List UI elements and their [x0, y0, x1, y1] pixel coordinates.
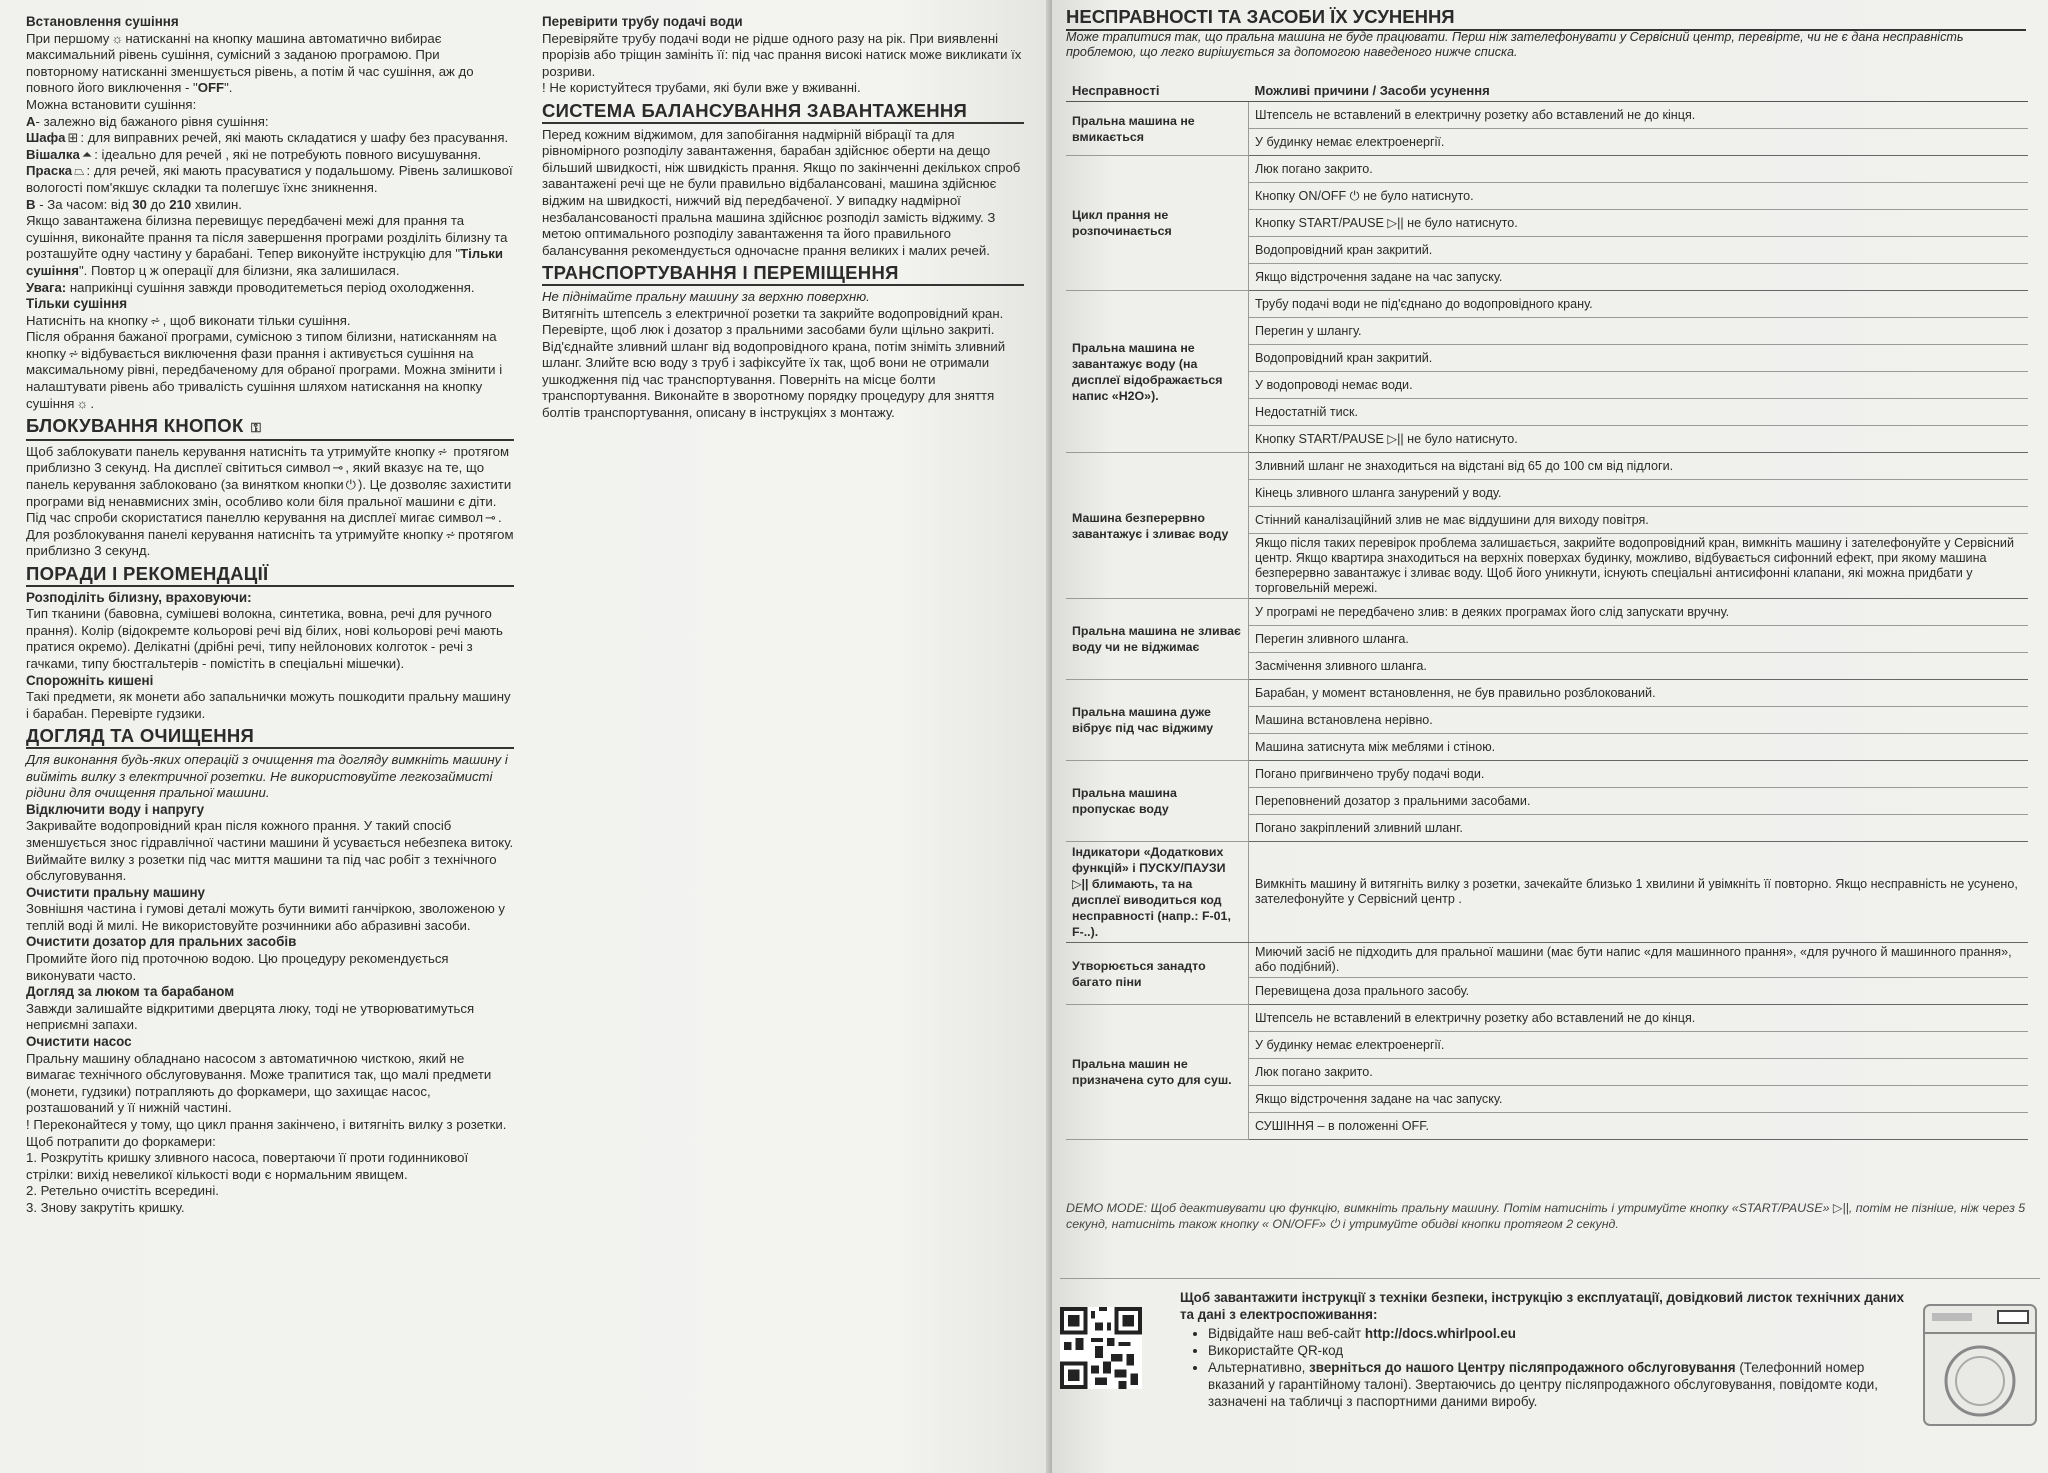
- docs-footer: [1060, 1278, 2040, 1449]
- cause-cell: Стінний каналізаційний злив не має віддушини для виходу повітря.: [1249, 507, 2029, 534]
- cause-cell: Трубу подачі води не під'єднано до водопровідного крану.: [1249, 291, 2029, 318]
- fault-cell: Машина безперервно завантажує і зливає воду: [1066, 453, 1249, 599]
- fault-cell: Пральна машина не зливає воду чи не віджимає: [1066, 599, 1249, 680]
- cause-cell: Водопровідний кран закритий.: [1249, 345, 2029, 372]
- balance-section-title: СИСТЕМА БАЛАНСУВАННЯ ЗАВАНТАЖЕННЯ: [542, 103, 1024, 124]
- care-pump-step-3: 3. Знову закрутіть кришку.: [26, 1199, 185, 1215]
- column-header-causes: Можливі причини / Засоби усунення: [1249, 80, 2029, 102]
- footer-item-qr: • Використайте QR-код: [1208, 1342, 1920, 1359]
- care-pump-step-2: 2. Ретельно очистіть всередині.: [26, 1183, 219, 1199]
- cause-cell: СУШІННЯ – в положенні OFF.: [1249, 1113, 2029, 1140]
- lock-section-title: БЛОКУВАННЯ КНОПОК ⚿: [26, 418, 514, 441]
- cause-cell: Недостатній тиск.: [1249, 399, 2029, 426]
- only-dry-icon: ⩫: [68, 345, 79, 361]
- care-dispenser-title: Очистити дозатор для пральних засобів: [26, 934, 297, 950]
- table-row: [1066, 599, 2028, 626]
- footer-title: Щоб завантажити інструкції з техніки безпеки, інструкцію з експлуатації, довідковий листок технічних даних та дані з електроспоживання:: [1180, 1290, 1905, 1322]
- transport-section-title: ТРАНСПОРТУВАННЯ І ПЕРЕМІЩЕННЯ: [542, 265, 1024, 286]
- footer-item-website: • Відвідайте наш веб-сайт http://docs.whirlpool.eu: [1208, 1325, 1920, 1342]
- lock-paragraph: Щоб заблокувати панель керування натисніть та утримуйте кнопку ⩫ протягом приблизно 3 секунд. На дисплеї світиться символ ⊸ , який вказує на те, що панель керування заблоковано (за винятком кнопки ⏻ ). Це дозволяє захистити програми від ненавмисних змін, особливо коли біля пральної машини є діти. Під час спроби скористатися панеллю керування на дисплеї мигає символ ⊸ . Для розблокування панелі керування натисніть та утримуйте кнопку ⩫ протягом приблизно 3 секунд.: [26, 443, 514, 559]
- cause-cell: Погано пригвинчено трубу подачі води.: [1249, 761, 2029, 788]
- care-door-title: Догляд за люком та барабаном: [26, 984, 235, 1000]
- care-water-p2: Виймайте вилку з розетки під час миття машини та під час робіт з технічного обслуговування.: [26, 851, 497, 884]
- cause-cell: Зливний шланг не знаходиться на відстані від 65 до 100 см від підлоги.: [1249, 453, 2029, 480]
- cause-cell: Барабан, у момент встановлення, не був правильно розблокований.: [1249, 680, 2029, 707]
- transport-text: Витягніть штепсель з електричної розетки та закрийте водопровідний кран. Перевірте, щоб люк і дозатор з пральними засобами були щільно закриті. Від'єднайте зливний шланг від водопровідного крана, потім зніміть зливний шланг. Злийте всю воду з труб і зафіксуйте їх так, щоб вони не отримали ушкодження під час транспортування. Поверніть на місце болти транспортування. Виконайте в зворотному порядку процедуру для зняття болтів транспортування, описану в інструкціях з монтажу.: [542, 305, 1006, 421]
- fault-cell: Індикатори «Додаткових функцій» і ПУСКУ/ПАУЗИ ▷|| блимають, та на дисплеї виводиться код несправності (напр.: F-01, F-..).: [1066, 842, 1249, 943]
- care-clean-text: Зовнішня частина і гумові деталі можуть бути вимиті ганчіркою, зволоженою у теплій воді й милі. Не використовуйте розчинники або абразивні засоби.: [26, 901, 506, 933]
- care-clean-title: Очистити пральну машину: [26, 884, 205, 900]
- troubleshooting-intro: Може трапитися так, що пральна машина не буде працювати. Перш ніж зателефонувати у Сервісний центр, перевірте, чи не є дана несправність проблемою, що легко вирішується за допомогою наведеного нижче списка.: [1066, 30, 1964, 59]
- table-row: [1066, 943, 2028, 978]
- sun-dry-icon: ☼: [76, 395, 89, 411]
- key-icon: ⚿: [251, 420, 262, 436]
- care-pump-warning: ! Переконайтеся у тому, що цикл прання закінчено, і витягніть вилку з розетки.: [26, 1117, 507, 1132]
- cause-cell: Штепсель не вставлений в електричну розетку або вставлений не до кінця.: [1249, 1005, 2029, 1032]
- care-pump-step-1: 1. Розкрутіть кришку зливного насоса, повертаючи її проти годинникової стрілки: вихід невеликої кількості води є нормальним явищем.: [26, 1150, 469, 1182]
- footer-list: [1180, 1325, 1920, 1410]
- care-intro: Для виконання будь-яких операцій з очищення та догляду вимкніть машину і вийміть вилку з електричної розетки. Не використовуйте легкозаймисті рідини для очищення пральної машини.: [26, 751, 508, 801]
- hanger-icon: ⏶: [81, 146, 93, 162]
- washing-machine-label-icon: [1920, 1299, 2040, 1429]
- table-row: [1066, 680, 2028, 707]
- care-dispenser-text: Промийте його під проточною водою. Цю процедуру рекомендується виконувати часто.: [26, 951, 449, 983]
- tips-pockets-title: Спорожніть кишені: [26, 672, 154, 688]
- table-header-row: [1066, 80, 2028, 102]
- only-dry-p2: Після обрання бажаної програми, сумісною з типом білизни, натисканням на кнопку ⩫ відбувається виключення фази прання і активується сушіння на максимальному рівні, передбаченому для обраної програми. Можна змінити і налаштувати рівень або тривалість сушіння шляхом натискання на кнопку сушіння ☼ .: [26, 329, 503, 411]
- column-header-fault: Несправності: [1066, 80, 1249, 102]
- care-pump-steps-title: Щоб потрапити до форкамери:: [26, 1133, 216, 1149]
- attention-paragraph: Увага: наприкінці сушіння завжди проводитеметься період охолодження.: [26, 279, 475, 295]
- fault-cell: Пральна машина не завантажує воду (на дисплеї відображається напис «H2O»).: [1066, 291, 1249, 453]
- left-column-2: [542, 14, 1024, 422]
- care-door-text: Завжди залишайте відкритими дверцята люку, тоді не утворюватимуться неприємні запахи.: [26, 1000, 475, 1033]
- tips-sort-title: Розподіліть білизну, враховуючи:: [26, 589, 252, 605]
- qr-code-icon: [1060, 1307, 1142, 1389]
- power-icon: ⏻: [345, 477, 356, 493]
- cause-cell: Вимкніть машину й витягніть вилку з розетки, зачекайте близько 1 хвилини й увімкніть її повторно. Якщо несправність не усунено, зателефонуйте у Сервісний центр .: [1249, 842, 2029, 943]
- table-row: [1066, 453, 2028, 480]
- cause-cell: Перегин зливного шланга.: [1249, 626, 2029, 653]
- cause-cell: Водопровідний кран закритий.: [1249, 237, 2029, 264]
- fault-cell: Пральна машина пропускає воду: [1066, 761, 1249, 842]
- cause-cell: Якщо відстрочення задане на час запуску.: [1249, 264, 2029, 291]
- cause-cell: Якщо відстрочення задане на час запуску.: [1249, 1086, 2029, 1113]
- key-icon: ⊸: [485, 510, 496, 526]
- cause-cell: Машина встановлена нерівно.: [1249, 707, 2029, 734]
- table-row: [1066, 1005, 2028, 1032]
- fault-cell: Пральна машина не вмикається: [1066, 102, 1249, 156]
- troubleshooting-title: НЕСПРАВНОСТІ ТА ЗАСОБИ ЇХ УСУНЕННЯ: [1066, 6, 2026, 31]
- footer-item-service: • Альтернативно, зверніться до нашого Центру післяпродажного обслуговування (Телефонний номер вказаний у гарантійному талоні). Звертаючись до центру післяпродажного обслуговування, повідомте коди, зазначені на табличці з паспортними даними виробу.: [1208, 1359, 1920, 1410]
- cause-cell: Перегин у шлангу.: [1249, 318, 2029, 345]
- table-row: [1066, 102, 2028, 129]
- fault-cell: Пральна машин не призначена суто для суш.: [1066, 1005, 1249, 1140]
- cause-cell: Люк погано закрито.: [1249, 156, 2029, 183]
- demo-mode-note: DEMO MODE: Щоб деактивувати цю функцію, вимкніть пральну машину. Потім натисніть і утримуйте кнопку «START/PAUSE» ▷||, потім не пізніше, ніж через 5 секунд, натисніть також кнопку « ON/OFF» ⏻ і утримуйте обидві кнопки протягом 2 секунд.: [1066, 1201, 2026, 1231]
- setup-dry-can: Можна встановити сушіння:: [26, 96, 197, 112]
- option-b: В - За часом: від 30 до 210 хвилин.: [26, 196, 242, 212]
- fault-cell: Утворюється занадто багато піни: [1066, 943, 1249, 1005]
- cause-cell: У будинку немає електроенергії.: [1249, 1032, 2029, 1059]
- sun-dry-icon: ☼: [111, 30, 124, 46]
- option-vishalka: Вішалка ⏶ : ідеально для речей , які не потребують повного висушування.: [26, 146, 482, 162]
- iron-icon: ⏢: [74, 163, 85, 179]
- care-section-title: ДОГЛЯД ТА ОЧИЩЕННЯ: [26, 728, 514, 749]
- option-a: А- залежно від бажаного рівня сушіння:: [26, 113, 269, 129]
- cause-cell: Переповнений дозатор з пральними засобами.: [1249, 788, 2029, 815]
- tips-pockets-text: Такі предмети, як монети або запальнички можуть пошкодити пральну машину і барабан. Перевірте гудзики.: [26, 689, 511, 721]
- cause-cell: Перевищена доза прального засобу.: [1249, 978, 2029, 1005]
- only-dry-p1: Натисніть на кнопку ⩫ , щоб виконати тільки сушіння.: [26, 312, 351, 328]
- overload-paragraph: Якщо завантажена білизна перевищує передбачені межі для прання та сушіння, виконайте прання та після завершення програми розділіть білизну та розташуйте одну частину у барабані. Тепер виконуйте інструкцію для "Тільки сушіння". Повтор ц ж операції для білизни, яка залишилася.: [26, 213, 508, 278]
- table-row: [1066, 761, 2028, 788]
- cause-cell: У програмі не передбачено злив: в деяких програмах його слід запускати вручну.: [1249, 599, 2029, 626]
- cause-cell: Погано закріплений зливний шланг.: [1249, 815, 2029, 842]
- only-dry-icon: ⩫: [445, 526, 456, 542]
- cause-cell: Кнопку ON/OFF ⏻ не було натиснуто.: [1249, 183, 2029, 210]
- table-row: [1066, 842, 2028, 943]
- table-row: [1066, 291, 2028, 318]
- only-dry-icon: ⩫: [436, 443, 448, 459]
- cause-cell: У будинку немає електроенергії.: [1249, 129, 2029, 156]
- cause-cell: Кнопку START/PAUSE ▷|| не було натиснуто.: [1249, 210, 2029, 237]
- table-body: [1066, 102, 2028, 1140]
- cause-cell: Засмічення зливного шланга.: [1249, 653, 2029, 680]
- cause-cell: У водопроводі немає води.: [1249, 372, 2029, 399]
- cause-cell: Кінець зливного шланга занурений у воду.: [1249, 480, 2029, 507]
- balance-text: Перед кожним віджимом, для запобігання надмірній вібрації та для рівномірного розподілу завантаження, барабан здійснює оберти на дещо більший швидкості, ніж швидкість прання. Якщо по закінченні декількох спроб завантажені речі ще не були правильно відбалансовані, машина здійснює віджим на швидкості, нижчий від передбаченої. У випадку надмірної незбалансованості пральна машина здійснює розподіл замість віджиму. З метою оптимального розподілу завантаження та його правильного балансування рекомендується одночасне прання великих і малих речей.: [542, 126, 1021, 258]
- key-icon: ⊸: [332, 460, 344, 476]
- cause-cell: Штепсель не вставлений в електричну розетку або вставлений не до кінця.: [1249, 102, 2029, 129]
- cause-cell: Кнопку START/PAUSE ▷|| не було натиснуто.: [1249, 426, 2029, 453]
- care-pump-text: Пральну машину обладнано насосом з автоматичною чисткою, який не вимагає технічного обслуговування. Може трапитися так, що малі предмети (монети, гудзики) потрапляють до форкамери, що захищає насос, розташований у її нижній частині.: [26, 1050, 492, 1116]
- hose-title: Перевірити трубу подачі води: [542, 14, 743, 29]
- tips-section-title: ПОРАДИ І РЕКОМЕНДАЦІЇ: [26, 566, 514, 587]
- care-water-p1: Закривайте водопровідний кран після кожного прання. У такий спосіб зменшується знос гідравлічної частини машини й усувається небезпека витоку.: [26, 818, 514, 850]
- footer-text: [1180, 1289, 1920, 1410]
- cause-cell: Люк погано закрито.: [1249, 1059, 2029, 1086]
- transport-warning: Не піднімайте пральну машину за верхню поверхню.: [542, 288, 870, 304]
- cause-cell: Якщо після таких перевірок проблема залишається, закрийте водопровідний кран, вимкніть машину і зателефонуйте у Сервісний центр. Якщо квартира знаходиться на верхніх поверхах будинку, можливо, відбувається сифонний ефект, при якому машина безперервно завантажує і зливає воду. Щоб його уникнути, існують спеціальні антисифонні клапани, які можна придбати у торговельній мережі.: [1249, 534, 2029, 599]
- only-dry-title: Тільки сушіння: [26, 296, 128, 312]
- right-page: [1052, 0, 2048, 1473]
- wardrobe-icon: ⊞: [67, 130, 79, 146]
- care-water-title: Відключити воду і напругу: [26, 801, 205, 817]
- option-shafa: Шафа ⊞ : для виправних речей, які мають складатися у шафу без прасування.: [26, 130, 509, 146]
- fault-cell: Пральна машина дуже вібрує під час віджиму: [1066, 680, 1249, 761]
- fault-cell: Цикл прання не розпочинається: [1066, 156, 1249, 291]
- setup-dry-title: Встановлення сушіння: [26, 14, 179, 29]
- troubleshooting-table: [1066, 80, 2028, 1140]
- option-praska: Праска ⏢ : для речей, які мають прасуватися у подальшому. Рівень залишкової вологості пом'якшує складки та полегшує їхнє зникнення.: [26, 163, 513, 195]
- setup-dry-paragraph: При першому ☼ натисканні на кнопку машина автоматично вибирає максимальний рівень сушіння, сумісний з заданою програмою. При повторному натисканні зменшується рівень, а потім й час сушіння, аж до повного його виключення - "OFF".: [26, 30, 474, 96]
- website-link[interactable]: http://docs.whirlpool.eu: [1364, 1326, 1516, 1341]
- hose-text: Перевіряйте трубу подачі води не рідше одного разу на рік. При виявленні прорізів або тріщин замініть її: під час прання високі натиск може викликати їх розриви.: [542, 30, 1022, 79]
- hose-warning: ! Не користуйтеся трубами, які були вже у вживанні.: [542, 80, 861, 96]
- tips-sort-text: Тип тканини (бавовна, сумішеві волокна, синтетика, вовна, речі для ручного прання). Колір (відокремте кольорові речі від білих, нові кольорові речі мають пратися окремо). Делікатні (дрібні речі, типу нейлонових колготок - речі з гачками, типу бюстгальтерів - помістіть в спеціальні мішечки).: [26, 606, 503, 671]
- care-pump-title: Очистити насос: [26, 1034, 132, 1050]
- left-column-1: [26, 14, 514, 1217]
- cause-cell: Миючий засіб не підходить для пральної машини (має бути напис «для машинного прання», «для ручного й машинного прання», або подібний).: [1249, 943, 2029, 978]
- table-row: [1066, 156, 2028, 183]
- only-dry-icon: ⩫: [149, 312, 161, 328]
- cause-cell: Машина затиснута між меблями і стіною.: [1249, 734, 2029, 761]
